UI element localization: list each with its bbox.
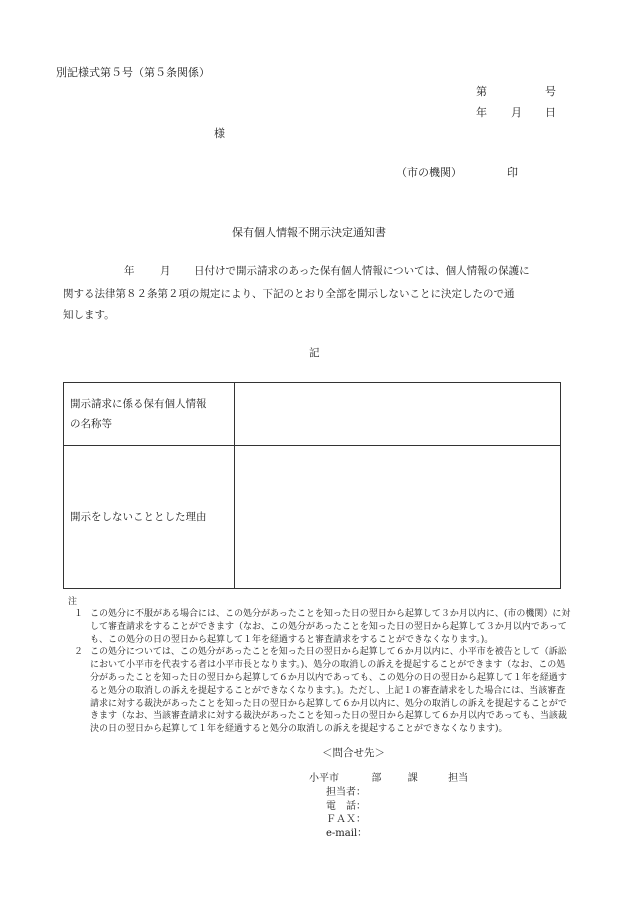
- contact-tel: 電 話：: [326, 800, 366, 812]
- contact-city: 小平市: [309, 773, 339, 784]
- note-item: [74, 608, 574, 646]
- row-reason-value: [235, 446, 561, 589]
- row-info-name-value: [235, 383, 561, 446]
- date-month: 月: [511, 106, 522, 119]
- number-go: 号: [545, 85, 556, 98]
- note-item: [74, 646, 574, 736]
- form-label: 別記様式第５号（第５条関係）: [56, 66, 210, 79]
- contact-block: [309, 772, 468, 841]
- contact-person: 担当者：: [326, 786, 366, 798]
- body-line-2: 関する法律第８２条第２項の規定により、下記のとおり全部を開示しないことに決定したので通: [63, 288, 515, 300]
- contact-bu: 部: [371, 773, 382, 784]
- contact-heading: ＜問合せ先＞: [322, 747, 385, 759]
- contact-ka: 課: [407, 773, 418, 784]
- row-reason-label: 開示をしないこととした理由: [64, 446, 235, 589]
- ki-label: 記: [309, 347, 320, 359]
- contact-tanto: 担当: [448, 773, 469, 784]
- contact-dept-row: [309, 772, 468, 786]
- label-line: 開示請求に係る保有個人情報: [70, 398, 207, 410]
- note-text: この処分については、この処分があったことを知った日の翌日から起算して６か月以内に、小平市を被告として（訴訟において小平市を代表する者は小平市長となります。)、処分の取消しの訴えを提起することができます（なお、この処分があったことを知った日の翌日から起算して６か月以内であっても、この処分の日の翌日から起算して１年を経過すると処分の取消しの訴えを提起することができなくなります。)。ただし、上記１の審査請求をした場合には、当該審査請求に対する裁決があったことを知った日の翌日から起算して６か月以内に、処分の取消しの訴えを提起することができます（なお、当該審査請求に対する裁決があったことを知った日の翌日から起算して６か月以内であっても、当該裁決の日の翌日から起算して１年を経過すると処分の取消しの訴えを提起することができなくなります)。: [90, 647, 567, 735]
- note-text: この処分に不服がある場合には、この処分があったことを知った日の翌日から起算して３か月以内に、(市の機関）に対して審査請求をすることができます（なお、この処分があったことを知った日の翌日から起算して３か月以内であっても、この処分の日の翌日から起算して１年を経過すると審査請求をすることができなくなります。)。: [90, 609, 571, 645]
- contact-email: e-mail：: [326, 828, 368, 840]
- label-line: の名称等: [70, 418, 112, 430]
- body-month: 月: [160, 265, 171, 277]
- note-number: ２: [74, 647, 84, 658]
- row-info-name-label: [64, 383, 235, 446]
- note-number: １: [74, 609, 84, 619]
- body-line-3: 知します。: [63, 309, 115, 321]
- disclosure-table: [63, 382, 561, 589]
- notes-heading: 注: [68, 597, 78, 607]
- body-line-1: 日付けで開示請求のあった保有個人情報については、個人情報の保護に: [194, 265, 530, 277]
- addressee-sama: 様: [214, 127, 225, 140]
- date-day: 日: [545, 106, 556, 119]
- document-title: 保有個人情報不開示決定通知書: [232, 226, 386, 239]
- notes-section: [68, 596, 574, 736]
- issuer-name: （市の機関）: [396, 166, 462, 179]
- date-year: 年: [476, 106, 487, 119]
- table-row: [64, 446, 561, 589]
- number-dai: 第: [476, 85, 487, 98]
- body-year: 年: [124, 265, 135, 277]
- contact-fax: ＦＡＸ：: [326, 814, 366, 826]
- seal-mark: 印: [507, 166, 518, 179]
- table-row: [64, 383, 561, 446]
